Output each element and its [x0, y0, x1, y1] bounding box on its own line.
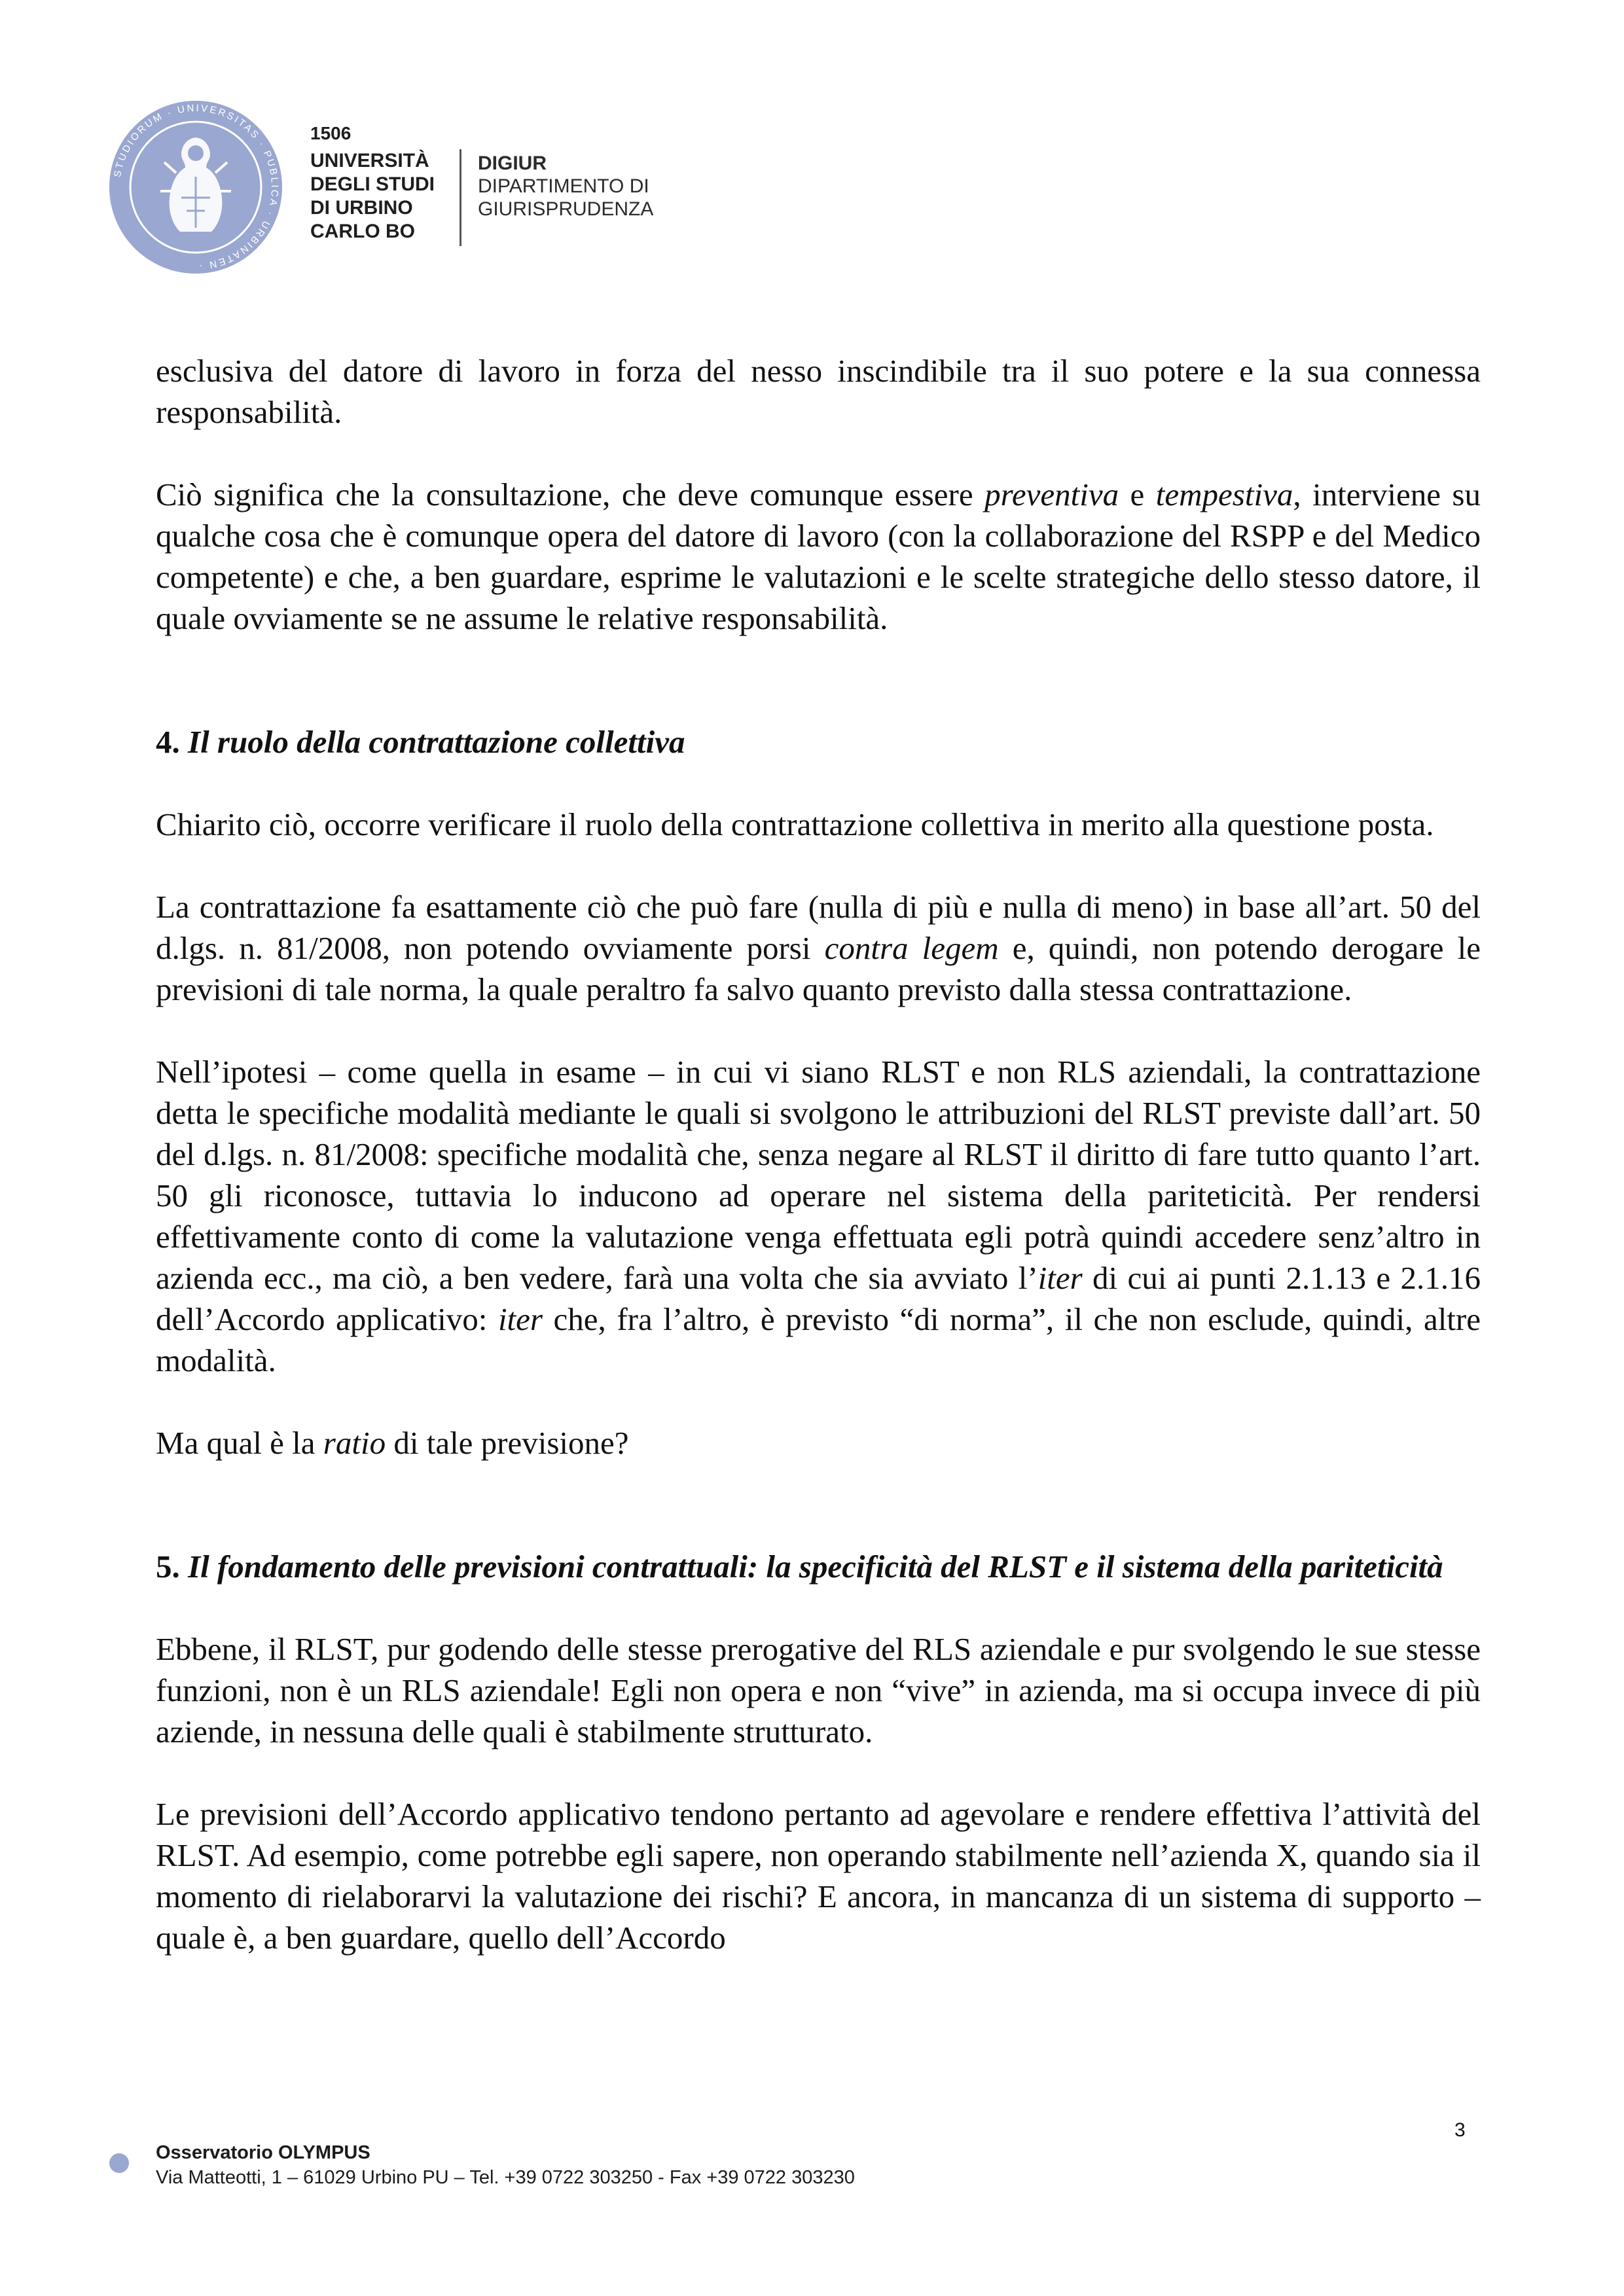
university-name-line: DI URBINO [310, 197, 413, 219]
header-divider [460, 149, 461, 246]
paragraph-text: che, fra l’altro, è previsto “di norma”, il che non esclude, quindi, altre modalità. [156, 1301, 1481, 1378]
section-heading-4 [156, 721, 1481, 762]
section-heading-5 [156, 1546, 1481, 1587]
svg-text:STUDIORUM · UNIVERSITAS · PUBL: STUDIORUM · UNIVERSITAS · PUBLICA · URBINATEN · [111, 102, 281, 272]
footer-bullet-icon [109, 2153, 129, 2173]
paragraph: esclusiva del datore di lavoro in forza del nesso inscindibile tra il suo potere e la sua connessa responsabilità. [156, 353, 1481, 430]
paragraph: Ebbene, il RLST, pur godendo delle stesse prerogative del RLS aziendale e pur svolgendo le sue stesse funzioni, non è un RLS aziendale! Egli non opera e non “vive” in azienda, ma si occupa invece di più aziende, in nessuna delle quali è stabilmente strutturato. [156, 1631, 1481, 1749]
document-body [156, 350, 1481, 2000]
paragraph-text: Nell’ipotesi – come quella in esame – in cui vi siano RLST e non RLS aziendali, la contrattazione detta le specifiche modalità mediante le quali si svolgono le attribuzioni del RLST previste dall’art. 50 del d.lgs. n. 81/2008: specifiche modalità che, senza negare al RLST il diritto di fare tutto quanto l’art. 50 gli riconosce, tuttavia lo inducono ad operare nel sistema della pariteticità. Per rendersi effettivamente conto di come la valutazione venga effettuata egli potrà quindi accedere senz’altro in azienda ecc., ma ciò, a ben vedere, farà una volta che sia avviato l’ [156, 1054, 1481, 1296]
university-name-line: UNIVERSITÀ [310, 150, 429, 171]
page-number: 3 [1454, 2119, 1466, 2141]
paragraph [156, 1422, 1481, 1463]
paragraph-text: , interviene su qualche cosa che è comunque opera del datore di lavoro (con la collaborazione del RSPP e del Medico competente) e che, a ben guardare, esprime le valutazioni e le scelte strategiche dello stesso datore, il quale ovviamente se ne assume le relative responsabilità. [156, 476, 1481, 636]
paragraph-text: Ma qual è la [156, 1425, 323, 1461]
university-seal-logo [108, 99, 283, 275]
founding-year: 1506 [310, 123, 352, 143]
paragraph-text: La contrattazione fa esattamente ciò che può fare (nulla di più e nulla di meno) in base all’art. 50 del d.lgs. n. 81/2008, non potendo ovviamente porsi [156, 889, 1481, 966]
university-name-line: DEGLI STUDI [310, 173, 435, 195]
emphasis-text: ratio [323, 1425, 386, 1461]
emphasis-text: contra legem [824, 930, 999, 966]
seal-graphic [108, 99, 283, 275]
paragraph: Chiarito ciò, occorre verificare il ruolo della contrattazione collettiva in merito alla questione posta. [156, 806, 1434, 842]
paragraph-text: di cui ai punti 2.1.13 e 2.1.16 dell’Accordo applicativo: [156, 1260, 1481, 1337]
paragraph [156, 1051, 1481, 1381]
department-name-line: GIURISPRUDENZA [478, 198, 654, 220]
department-wordmark [478, 152, 653, 221]
footer-organization: Osservatorio OLYMPUS [156, 2142, 370, 2163]
section-title: Il fondamento delle previsioni contrattuali: la specificità del RLST e il sistema della pariteticità [188, 1549, 1443, 1585]
emphasis-text: iter [497, 1301, 543, 1337]
paragraph-text: Ciò significa che la consultazione, che deve comunque essere [156, 476, 985, 512]
footer-address: Via Matteotti, 1 – 61029 Urbino PU – Tel. +39 0722 303250 - Fax +39 0722 303230 [156, 2167, 855, 2188]
university-wordmark [310, 122, 435, 243]
section-title: Il ruolo della contrattazione collettiva [188, 724, 685, 760]
section-number: 4. [156, 724, 180, 760]
paragraph-text: di tale previsione? [386, 1425, 629, 1461]
page-footer [156, 2140, 855, 2190]
paragraph [156, 474, 1481, 639]
paragraph: Le previsioni dell’Accordo applicativo tendono pertanto ad agevolare e rendere effettiva l’attività del RLST. Ad esempio, come potrebbe egli sapere, non operando stabilmente nell’azienda X, quando sia il momento di rielaborarvi la valutazione dei rischi? E ancora, in mancanza di un sistema di supporto – quale è, a ben guardare, quello dell’Accordo [156, 1796, 1481, 1956]
department-acronym: DIGIUR [478, 152, 547, 174]
department-name-line: DIPARTIMENTO DI [478, 175, 649, 197]
paragraph-text: e, quindi, non potendo derogare le previsioni di tale norma, la quale peraltro fa salvo quanto previsto dalla stessa contrattazione. [156, 930, 1481, 1007]
emphasis-text: tempestiva [1155, 476, 1293, 512]
emphasis-text: preventiva [984, 476, 1119, 512]
section-number: 5. [156, 1549, 180, 1585]
university-name-line: CARLO BO [310, 221, 415, 242]
paragraph [156, 886, 1481, 1010]
paragraph-text: e [1119, 476, 1156, 512]
emphasis-text: iter [1038, 1260, 1083, 1296]
